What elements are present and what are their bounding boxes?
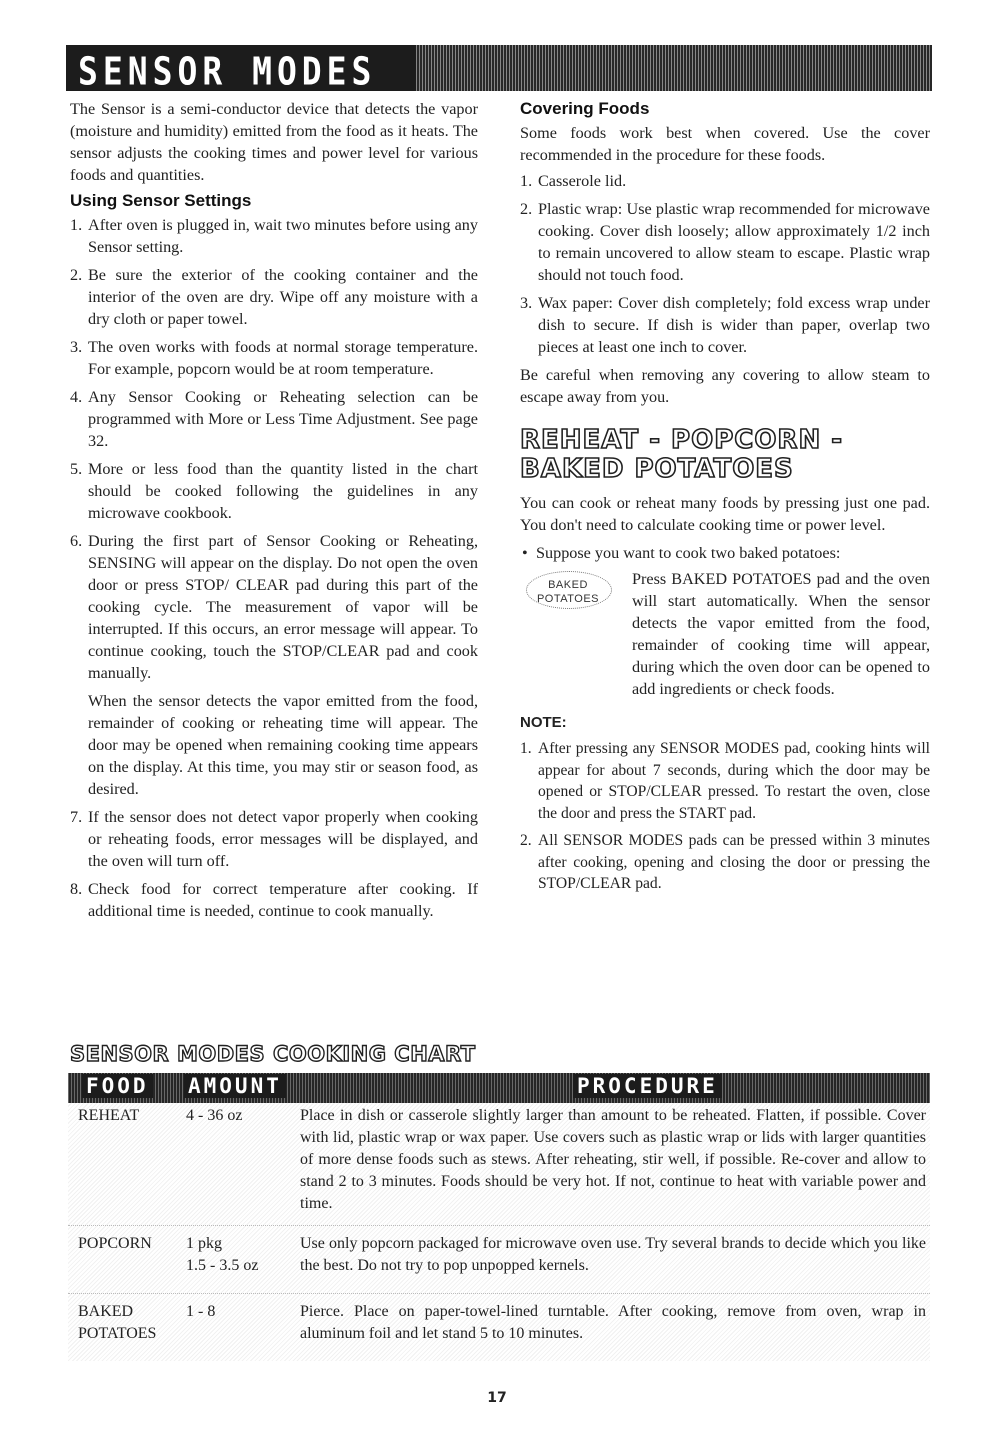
list-item: 7. If the sensor does not detect vapor properly when cooking or reheating foods, error messages will be displayed, and the oven will turn off. <box>70 808 478 870</box>
reheat-bullet: • Suppose you want to cook two baked potatoes: <box>522 544 841 562</box>
reheat-heading-line2: BAKED POTATOES <box>520 454 794 484</box>
page-number: 17 <box>487 1390 507 1406</box>
cell-amount: 1 - 8 <box>186 1303 216 1320</box>
note-list <box>520 738 930 895</box>
baked-potatoes-pad-icon: BAKED POTATOES <box>520 568 620 610</box>
list-item: 1. After pressing any SENSOR MODES pad, cooking hints will appear for about 7 seconds, during which the door may be opened or STOP/CLEAR pressed. To restart the oven, close the door and press the START pad. <box>520 740 930 822</box>
reheat-heading <box>520 426 930 484</box>
banner-hatch-pattern <box>416 45 932 91</box>
list-item: 6. During the first part of Sensor Cooking or Reheating, SENSING will appear on the display. Do not open the oven door or press STOP/ CLEAR pad during this part of the cooking cycle. The measurement of vapor will be interrupted. If this occurs, an error message will appear. To continue cooking, touch the STOP/CLEAR pad and cook manually. <box>70 532 478 682</box>
header-amount: AMOUNT <box>184 1074 286 1098</box>
header-food: FOOD <box>82 1074 153 1098</box>
cooking-chart-body <box>68 1103 930 1361</box>
list-item: 8. Check food for correct temperature after cooking. If additional time is needed, continue to cook manually. <box>70 880 478 920</box>
reheat-heading-line1: REHEAT - POPCORN - <box>520 425 844 455</box>
note-heading: NOTE: <box>520 714 567 731</box>
cell-procedure: Use only popcorn packaged for microwave oven use. Try several brands to decide which you like the best. Do not try to pop unpopped kernels. <box>300 1235 926 1274</box>
cell-food: REHEAT <box>78 1107 140 1124</box>
list-item: 3. Wax paper: Cover dish completely; fold excess wrap under dish to secure. If dish is wider than paper, overlap two pieces at least one inch to cover. <box>520 294 930 356</box>
list-item: 5. More or less food than the quantity listed in the chart should be cooked following the guidelines in any microwave cookbook. <box>70 460 478 522</box>
covering-intro: Some foods work best when covered. Use the cover recommended in the procedure for these foods. <box>520 124 930 164</box>
sensor-intro: The Sensor is a semi-conductor device that detects the vapor (moisture and humidity) emitted from the food as it heats. The sensor adjusts the cooking times and power level for various foods and quantities. <box>70 100 478 184</box>
list-item: 2. Plastic wrap: Use plastic wrap recommended for microwave cooking. Cover dish loosely; allow approximately 1/2 inch to remain uncovered to allow steam to escape. Plastic wrap should not touch food. <box>520 200 930 284</box>
cell-amount: 1 pkg <box>186 1235 222 1252</box>
using-sensor-heading: Using Sensor Settings <box>70 191 252 210</box>
covering-heading: Covering Foods <box>520 99 650 118</box>
section-title: SENSOR MODES <box>78 49 377 91</box>
bullet-icon: • <box>522 544 528 562</box>
cell-amount: 4 - 36 oz <box>186 1107 243 1124</box>
cell-food-2: POTATOES <box>78 1325 157 1342</box>
covering-list <box>520 170 930 358</box>
section-banner <box>66 45 932 91</box>
using-sensor-list <box>70 214 478 684</box>
cooking-chart-title: SENSOR MODES COOKING CHART <box>70 1042 476 1066</box>
cooking-chart-header <box>68 1073 930 1103</box>
cell-food: BAKED <box>78 1303 134 1320</box>
cell-amount-2: 1.5 - 3.5 oz <box>186 1257 259 1274</box>
baked-potatoes-instruction: BAKED POTATOES Press BAKED POTATOES pad and the oven will start automatically. When the sensor detects the vapor emitted from the food, remainder of cooking time will appear, during which the oven door can be opened to add ingredients or check foods. <box>520 568 930 700</box>
row-divider <box>68 1225 930 1226</box>
cell-procedure: Pierce. Place on paper-towel-lined turntable. After cooking, remove from oven, wrap in aluminum foil and let stand 5 to 10 minutes. <box>300 1303 926 1342</box>
cell-food: POPCORN <box>78 1235 152 1252</box>
using-sensor-list-continued <box>70 806 478 922</box>
cell-procedure: Place in dish or casserole slightly larger than amount to be reheated. Flatten, if possible. Cover with lid, plastic wrap or wax paper. Use covers such as plastic wrap or lids with larger quantities of more dense foods such as stews. After reheating, stir well, if possible. Re-cover and allow to stand 2 to 3 minutes. Foods should be very hot. If not, continue to heat with variable power and time. <box>300 1107 926 1212</box>
covering-outro: Be careful when removing any covering to allow steam to escape away from you. <box>520 366 930 406</box>
header-procedure: PROCEDURE <box>573 1074 722 1098</box>
list-item: 1. Casserole lid. <box>520 172 627 190</box>
list-item: 1. After oven is plugged in, wait two minutes before using any Sensor setting. <box>70 216 478 256</box>
list-item: 3. The oven works with foods at normal storage temperature. For example, popcorn would be at room temperature. <box>70 338 478 378</box>
reheat-intro: You can cook or reheat many foods by pressing just one pad. You don't need to calculate cooking time or power level. <box>520 494 930 534</box>
list-item: 2. Be sure the exterior of the cooking container and the interior of the oven are dry. Wipe off any moisture with a dry cloth or paper towel. <box>70 266 478 328</box>
left-column <box>70 98 478 928</box>
row-divider <box>68 1293 930 1294</box>
item6-continuation: When the sensor detects the vapor emitted from the food, remainder of cooking or reheating time will appear. The door may be opened when remaining cooking time appears on the display. At this time, you may stir or season food, as desired. <box>88 692 478 798</box>
right-column <box>520 98 930 901</box>
list-item: 2. All SENSOR MODES pads can be pressed within 3 minutes after cooking, opening and closing the door or pressing the STOP/CLEAR pad. <box>520 832 930 892</box>
list-item: 4. Any Sensor Cooking or Reheating selection can be programmed with More or Less Time Adjustment. See page 32. <box>70 388 478 450</box>
